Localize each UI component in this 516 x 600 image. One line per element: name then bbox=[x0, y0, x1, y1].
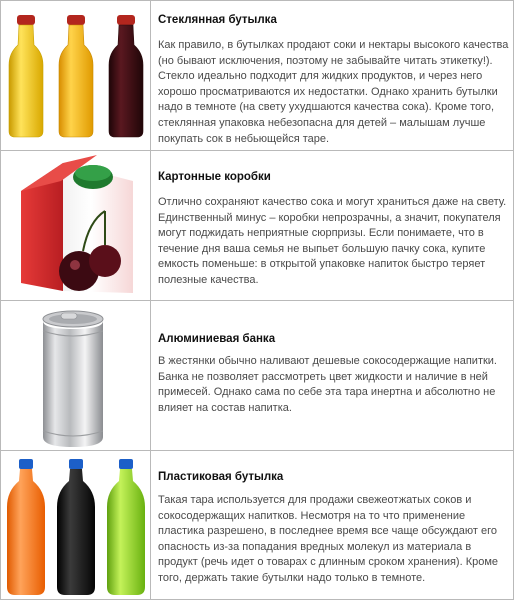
glass-text-cell bbox=[158, 1, 509, 150]
table-row-can bbox=[0, 300, 514, 451]
juice-carton-image bbox=[1, 151, 151, 300]
plastic-title: Пластиковая бутылка bbox=[158, 471, 284, 483]
plastic-text-cell bbox=[158, 451, 509, 599]
can-text-cell bbox=[158, 301, 509, 450]
plastic-bottles-image bbox=[1, 451, 151, 599]
can-title: Алюминиевая банка bbox=[158, 333, 276, 345]
table-row-plastic bbox=[0, 450, 514, 600]
glass-description: Как правило, в бутылках продают соки и нектары высокого качества (но бывают исключения, поэтому не забывайте читать этикетку!). Стекло идеально подходит для жидких продуктов, и через него хорошо просматриваются их недостатки. Однако хранить бутылки надо в темноте (на свету ухудшаются качества сока). Кроме того, стеклянная упаковка небезопасна для детей – малышам лучше покупать сок в небьющейся таре. bbox=[158, 39, 509, 145]
table-row-glass bbox=[0, 0, 514, 151]
glass-title: Стеклянная бутылка bbox=[158, 14, 277, 26]
aluminum-can-image bbox=[1, 301, 151, 450]
carton-title: Картонные коробки bbox=[158, 171, 271, 183]
plastic-description: Такая тара используется для продажи свежеотжатых соков и сокосодержащих напитков. Несмотря на то что применение пластика разрешено, в последнее время все чаще обсуждают его опасность из-за попадания вредных молекул из материала в продукт (речь идет о товарах с длинным сроком хранения). Кроме того, держать такие бутылки надо только в темноте. bbox=[158, 494, 499, 584]
carton-text-cell bbox=[158, 151, 509, 300]
table-row-carton bbox=[0, 150, 514, 301]
carton-description: Отлично сохраняют качество сока и могут храниться даже на свету. Единственный минус – коробки непрозрачны, а значит, покупателя могут поджидать неприятные сюрпризы. Если понимаете, что в течение дня ваша семья не выпьет большую пачку сока, купите емкость поменьше: в открытой упаковке напиток быстро теряет полезные качества. bbox=[158, 196, 507, 286]
can-description: В жестянки обычно наливают дешевые сокосодержащие напитки. Банка не позволяет рассмотреть цвет жидкости и наличие в ней примесей. Однако сама по себе эта тара инертна и абсолютно не влияет на состав напитка. bbox=[158, 355, 497, 414]
glass-bottles-image bbox=[1, 1, 151, 150]
